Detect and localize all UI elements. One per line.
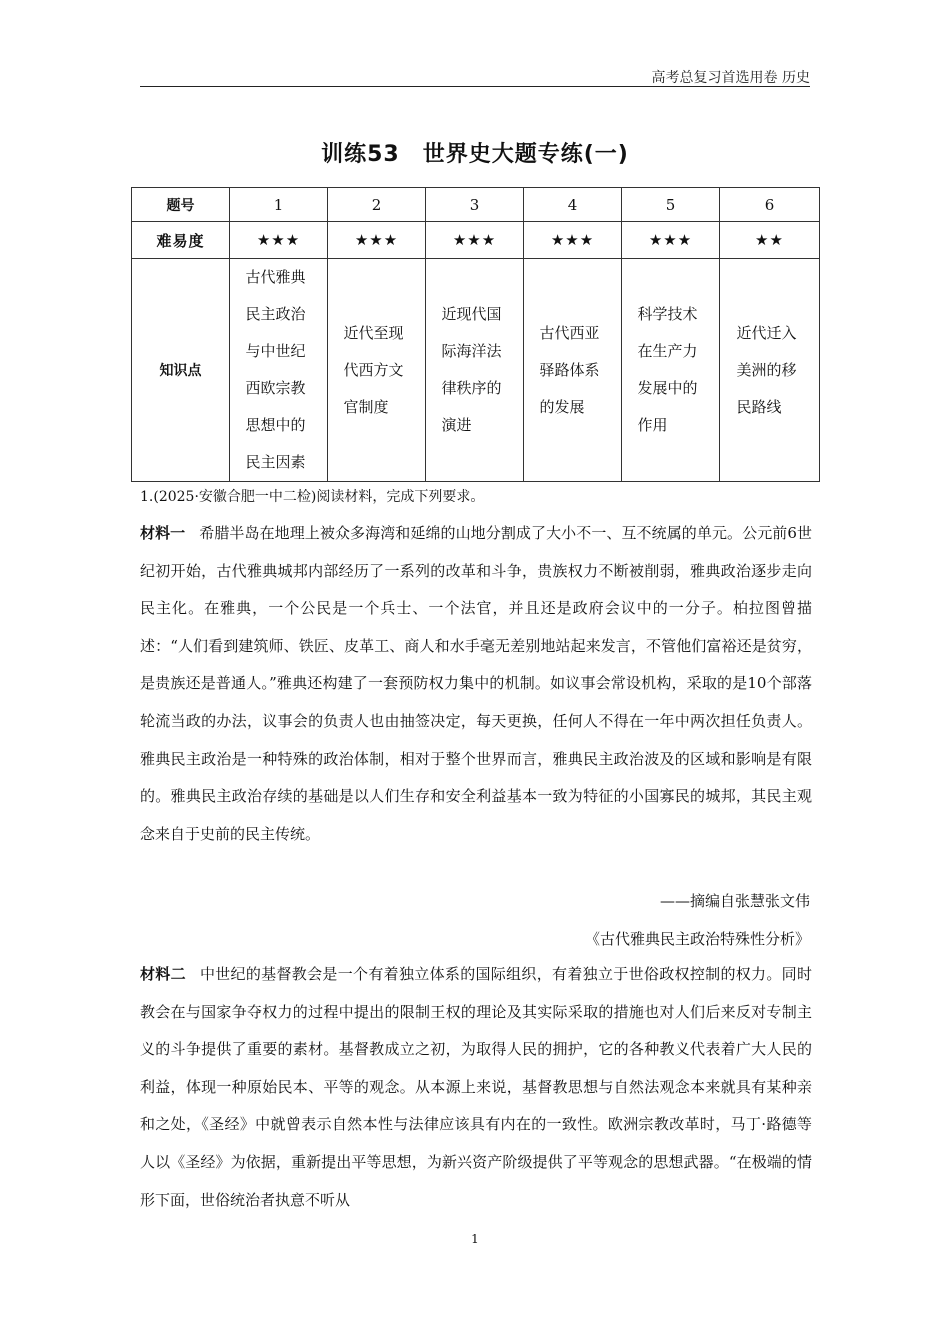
question-number: 4 [524, 188, 622, 222]
header-rule [140, 86, 810, 87]
topic-text: 近代迁入美洲的移民路线 [736, 323, 797, 416]
question-number: 3 [426, 188, 524, 222]
difficulty-stars: ★★★ [230, 222, 328, 259]
question-number: 1 [230, 188, 328, 222]
question-number: 2 [328, 188, 426, 222]
material-one-text: 希腊半岛在地理上被众多海湾和延绵的山地分割成了大小不一、互不统属的单元。公元前6世纪初开始，古代雅典城邦内部经历了一系列的改革和斗争，贵族权力不断被削弱，雅典政治逐步走向民主化。在雅典，一个公民是一个兵士、一个法官，并且还是政府会议中的一分子。柏拉图曾描述：“人们看到建筑师、铁匠、皮革工、商人和水手毫无差别地站起来发言，不管他们富裕还是贫穷，是贵族还是普通人。”雅典还构建了一套预防权力集中的机制。如议事会常设机构，采取的是10个部落轮流当政的办法，议事会的负责人也由抽签决定，每天更换，任何人不得在一年中两次担任负责人。雅典民主政治是一种特殊的政治体制，相对于整个世界而言，雅典民主政治波及的区域和影响是有限的。雅典民主政治存续的基础是以人们生存和安全利益基本一致为特征的小国寡民的城邦，其民主观念来自于史前的民主传统。 [140, 524, 812, 843]
header-note: 高考总复习首选用卷 历史 [651, 70, 810, 86]
difficulty-stars: ★★★ [328, 222, 426, 259]
page-title: 训练53 世界史大题专练(一) [321, 142, 629, 167]
row-header: 知识点 [132, 259, 230, 482]
topic-cell [230, 259, 328, 482]
topic-cell [426, 259, 524, 482]
topic-text: 近现代国际海洋法律秩序的演进 [441, 305, 502, 434]
topic-cell [720, 259, 820, 482]
row-header: 难易度 [132, 222, 230, 259]
topic-text: 科学技术在生产力发展中的作用 [637, 305, 698, 434]
difficulty-stars: ★★★ [426, 222, 524, 259]
topic-cell [524, 259, 622, 482]
page-number: 1 [471, 1232, 479, 1246]
overview-table [131, 187, 820, 482]
difficulty-stars: ★★★ [622, 222, 720, 259]
question-number: 6 [720, 188, 820, 222]
topic-text: 古代西亚驿路体系的发展 [539, 323, 600, 416]
question-number: 5 [622, 188, 720, 222]
material-one-label: 材料一 [140, 524, 186, 542]
topic-cell [622, 259, 720, 482]
material-one-source-author: ——摘编自张慧张文伟 [659, 892, 810, 910]
topic-text: 古代雅典民主政治与中世纪西欧宗教思想中的民主因素 [245, 268, 306, 471]
row-header: 题号 [132, 188, 230, 222]
difficulty-stars: ★★★ [524, 222, 622, 259]
difficulty-stars: ★★ [720, 222, 820, 259]
topic-cell [328, 259, 426, 482]
material-two-label: 材料二 [140, 965, 186, 983]
material-two-text: 中世纪的基督教会是一个有着独立体系的国际组织，有着独立于世俗政权控制的权力。同时教会在与国家争夺权力的过程中提出的限制王权的理论及其实际采取的措施也对人们后来反对专制主义的斗争提供了重要的素材。基督教成立之初，为取得人民的拥护，它的各种教义代表着广大人民的利益，体现一种原始民本、平等的观念。从本源上来说，基督教思想与自然法观念本来就具有某种亲和之处，《圣经》中就曾表示自然本性与法律应该具有内在的一致性。欧洲宗教改革时，马丁·路德等人以《圣经》为依据，重新提出平等思想，为新兴资产阶级提供了平等观念的思想武器。“在极端的情形下面，世俗统治者执意不听从 [140, 965, 812, 1209]
table-row-number [132, 188, 820, 222]
material-one [140, 515, 812, 853]
table-row-difficulty [132, 222, 820, 259]
question-stem: 1.(2025·安徽合肥一中二检)阅读材料，完成下列要求。 [140, 489, 485, 505]
material-two [140, 956, 812, 1219]
material-one-source-title: 《古代雅典民主政治特殊性分析》 [584, 930, 810, 948]
table-row-topics [132, 259, 820, 482]
topic-text: 近代至现代西方文官制度 [343, 323, 404, 416]
